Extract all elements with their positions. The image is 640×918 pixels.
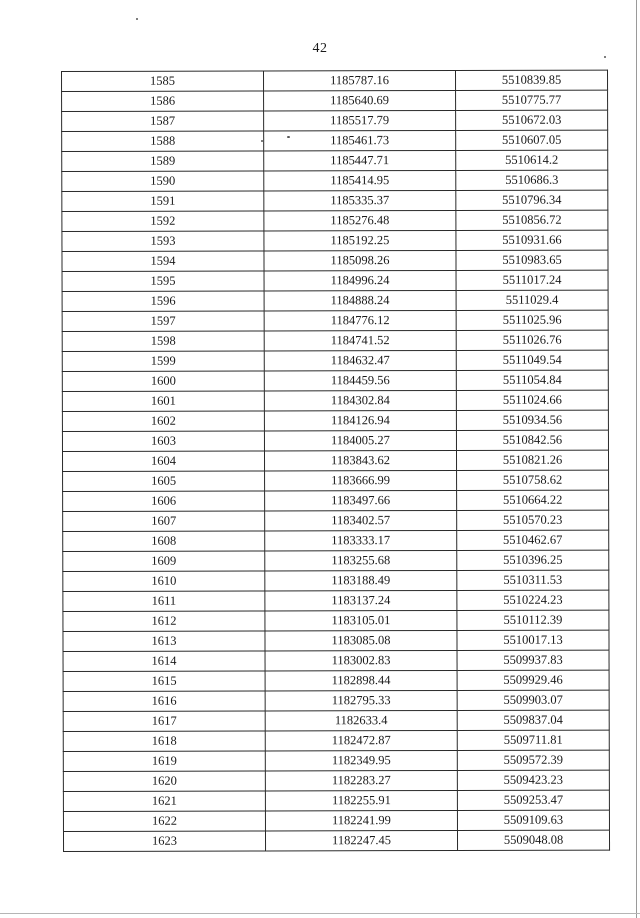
y-coordinate-cell: 5511029.4 [456,290,608,310]
table-row [62,70,608,91]
point-number-cell: 1600 [62,371,264,392]
point-number-cell: 1602 [62,411,264,432]
point-number-cell: 1612 [63,611,265,632]
point-number-cell: 1615 [63,671,265,692]
x-coordinate-cell: 1184126.94 [264,410,456,431]
point-number-cell: 1592 [62,211,264,232]
y-coordinate-cell: 5510462.67 [457,530,609,550]
page-edge-right [636,0,637,918]
table-row [63,810,609,831]
y-coordinate-cell: 5509837.04 [457,710,609,730]
y-coordinate-cell: 5509903.07 [457,690,609,710]
table-row [63,750,609,771]
x-coordinate-cell: 1184632.47 [264,350,456,371]
point-number-cell: 1599 [62,351,264,372]
y-coordinate-cell: 5511054.84 [456,370,608,390]
table-row [62,170,608,191]
y-coordinate-cell: 5509711.81 [457,730,609,750]
y-coordinate-cell: 5510396.25 [457,550,609,570]
table-row [62,90,608,111]
point-number-cell: 1613 [63,631,265,652]
y-coordinate-cell: 5509929.46 [457,670,609,690]
x-coordinate-cell: 1185517.79 [264,110,456,131]
table-row [63,670,609,691]
y-coordinate-cell: 5510614.2 [456,150,608,170]
table-row [62,250,608,271]
x-coordinate-cell: 1183002.83 [265,650,457,671]
table-row [63,590,609,611]
table-row [63,830,609,851]
table-row [62,370,608,391]
x-coordinate-cell: 1183188.49 [265,570,457,591]
point-number-cell: 1611 [63,591,265,612]
point-number-cell: 1597 [62,311,264,332]
y-coordinate-cell: 5509937.83 [457,650,609,670]
point-number-cell: 1589 [62,151,264,172]
table-row [63,510,609,531]
table-row [62,190,608,211]
x-coordinate-cell: 1184005.27 [264,430,456,451]
x-coordinate-cell: 1183105.01 [265,610,457,631]
x-coordinate-cell: 1183497.66 [265,490,457,511]
point-number-cell: 1606 [63,491,265,512]
y-coordinate-cell: 5509423.23 [457,770,609,790]
point-number-cell: 1588 [62,131,264,152]
table-row [62,450,608,471]
point-number-cell: 1596 [62,291,264,312]
y-coordinate-cell: 5510112.39 [457,610,609,630]
x-coordinate-cell: 1182472.87 [265,730,457,751]
table-row [63,630,609,651]
table-row [62,430,608,451]
y-coordinate-cell: 5510821.26 [456,450,608,470]
table-row [62,390,608,411]
y-coordinate-cell: 5510934.56 [456,410,608,430]
y-coordinate-cell: 5509572.39 [457,750,609,770]
point-number-cell: 1595 [62,271,264,292]
y-coordinate-cell: 5511049.54 [456,350,608,370]
y-coordinate-cell: 5510796.34 [456,190,608,210]
table-row [63,530,609,551]
page-edge-bottom [0,913,640,914]
x-coordinate-cell: 1182241.99 [265,810,457,831]
y-coordinate-cell: 5510856.72 [456,210,608,230]
table-row [63,490,609,511]
y-coordinate-cell: 5509253.47 [457,790,609,810]
table-row [62,290,608,311]
x-coordinate-cell: 1183137.24 [265,590,457,611]
table-row [62,410,608,431]
y-coordinate-cell: 5510842.56 [456,430,608,450]
table-row [63,710,609,731]
y-coordinate-cell: 5511025.96 [456,310,608,330]
point-number-cell: 1617 [63,711,265,732]
table-row [63,610,609,631]
x-coordinate-cell: 1184776.12 [264,310,456,331]
y-coordinate-cell: 5510775.77 [456,90,608,110]
point-number-cell: 1603 [62,431,264,452]
y-coordinate-cell: 5511026.76 [456,330,608,350]
y-coordinate-cell: 5511024.66 [456,390,608,410]
point-number-cell: 1593 [62,231,264,252]
point-number-cell: 1585 [62,71,264,92]
coordinates-table [61,70,610,852]
point-number-cell: 1621 [63,791,265,812]
x-coordinate-cell: 1182795.33 [265,690,457,711]
y-coordinate-cell: 5510311.53 [457,570,609,590]
x-coordinate-cell: 1182633.4 [265,710,457,731]
table-row [63,470,609,491]
point-number-cell: 1591 [62,191,264,212]
point-number-cell: 1623 [63,831,265,852]
point-number-cell: 1619 [63,751,265,772]
point-number-cell: 1618 [63,731,265,752]
table-row [63,570,609,591]
y-coordinate-cell: 5510570.23 [457,510,609,530]
y-coordinate-cell: 5509048.08 [457,830,609,850]
point-number-cell: 1616 [63,691,265,712]
point-number-cell: 1607 [63,511,265,532]
scan-speck [136,18,138,20]
x-coordinate-cell: 1184996.24 [264,270,456,291]
y-coordinate-cell: 5510664.22 [457,490,609,510]
y-coordinate-cell: 5510931.66 [456,230,608,250]
x-coordinate-cell: 1183402.57 [265,510,457,531]
x-coordinate-cell: 1185098.26 [264,250,456,271]
table-row [63,650,609,671]
point-number-cell: 1614 [63,651,265,672]
table-row [62,330,608,351]
table-row [63,790,609,811]
y-coordinate-cell: 5510758.62 [457,470,609,490]
y-coordinate-cell: 5510983.65 [456,250,608,270]
point-number-cell: 1605 [63,471,265,492]
x-coordinate-cell: 1185640.69 [264,90,456,111]
point-number-cell: 1587 [62,111,264,132]
point-number-cell: 1620 [63,771,265,792]
table-row [62,350,608,371]
point-number-cell: 1601 [62,391,264,412]
y-coordinate-cell: 5510839.85 [455,70,607,90]
coordinates-table-body [62,70,610,851]
x-coordinate-cell: 1184741.52 [264,330,456,351]
point-number-cell: 1609 [63,551,265,572]
x-coordinate-cell: 1182255.91 [265,790,457,811]
x-coordinate-cell: 1182898.44 [265,670,457,691]
table-row [63,770,609,791]
point-number-cell: 1622 [63,811,265,832]
x-coordinate-cell: 1185447.71 [264,150,456,171]
point-number-cell: 1610 [63,571,265,592]
x-coordinate-cell: 1183085.08 [265,630,457,651]
table-row [63,690,609,711]
table-row [62,130,608,151]
y-coordinate-cell: 5510686.3 [456,170,608,190]
x-coordinate-cell: 1185192.25 [264,230,456,251]
x-coordinate-cell: 1183843.62 [264,450,456,471]
table-row [62,150,608,171]
x-coordinate-cell: 1184459.56 [264,370,456,391]
table-row [62,230,608,251]
x-coordinate-cell: 1183255.68 [265,550,457,571]
x-coordinate-cell: 1182283.27 [265,770,457,791]
x-coordinate-cell: 1183333.17 [265,530,457,551]
x-coordinate-cell: 1184302.84 [264,390,456,411]
point-number-cell: 1604 [62,451,264,472]
y-coordinate-cell: 5510607.05 [456,130,608,150]
x-coordinate-cell: 1185461.73 [264,130,456,151]
point-number-cell: 1586 [62,91,264,112]
y-coordinate-cell: 5511017.24 [456,270,608,290]
point-number-cell: 1594 [62,251,264,272]
x-coordinate-cell: 1185414.95 [264,170,456,191]
table-row [62,310,608,331]
y-coordinate-cell: 5510672.03 [456,110,608,130]
x-coordinate-cell: 1185276.48 [264,210,456,231]
x-coordinate-cell: 1183666.99 [265,470,457,491]
table-row [62,110,608,131]
x-coordinate-cell: 1184888.24 [264,290,456,311]
table-row [63,730,609,751]
table-row [63,550,609,571]
x-coordinate-cell: 1185335.37 [264,190,456,211]
table-row [62,270,608,291]
point-number-cell: 1590 [62,171,264,192]
page-number: 42 [312,41,328,56]
point-number-cell: 1598 [62,331,264,352]
x-coordinate-cell: 1185787.16 [264,70,456,91]
table-row [62,210,608,231]
y-coordinate-cell: 5510017.13 [457,630,609,650]
y-coordinate-cell: 5510224.23 [457,590,609,610]
x-coordinate-cell: 1182349.95 [265,750,457,771]
point-number-cell: 1608 [63,531,265,552]
y-coordinate-cell: 5509109.63 [457,810,609,830]
x-coordinate-cell: 1182247.45 [265,830,457,851]
